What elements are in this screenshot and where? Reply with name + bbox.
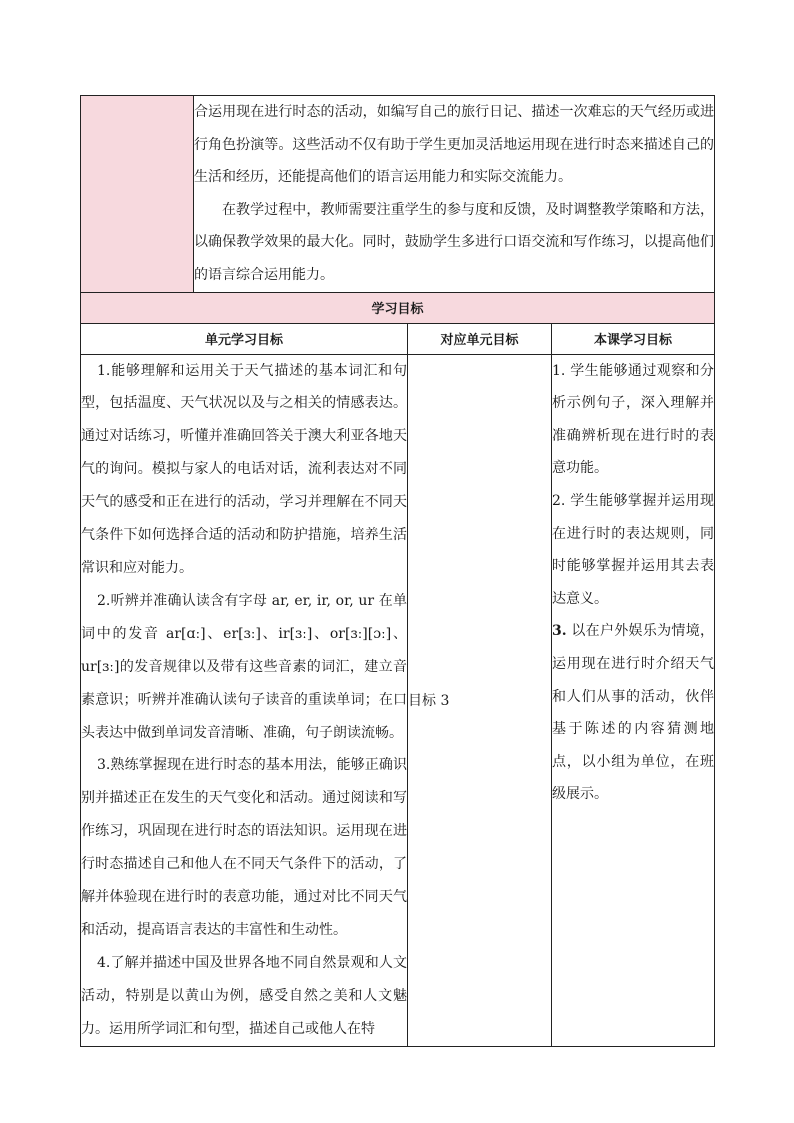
column-header-unit-goals: 单元学习目标	[81, 323, 408, 354]
column-header-row	[81, 323, 715, 354]
intro-text-cell	[194, 96, 715, 293]
target-value: 目标 3	[408, 693, 450, 710]
unit-goal-3: 3.熟练掌握现在进行时态的基本用法，能够正确识别并描述正在发生的天气变化和活动。通过阅读和写作练习，巩固现在进行时态的语法知识。运用现在进行时态描述自己和他人在不同天气条件下的活动，了解并体验现在进行时的表意功能，通过对比不同天气和活动，提高语言表达的丰富性和生动性。	[81, 757, 407, 938]
lesson-goal-1	[552, 355, 714, 485]
lesson-plan-table	[80, 95, 715, 1047]
column-header-target: 对应单元目标	[408, 323, 552, 354]
intro-label-cell	[81, 96, 194, 293]
section-title: 学习目标	[81, 292, 715, 323]
unit-goal-1: 1.能够理解和运用关于天气描述的基本词汇和句型，包括温度、天气状况以及与之相关的情感表达。通过对话练习，听懂并准确回答关于澳大利亚各地天气的询问。模拟与家人的电话对话，流利表达对不同天气的感受和正在进行的活动，学习并理解在不同天气条件下如何选择合适的活动和防护措施，培养生活常识和应对能力。	[81, 362, 407, 576]
target-cell	[408, 354, 552, 1046]
lesson-goal-2	[552, 485, 714, 615]
lesson-goal-number: 1.	[552, 362, 566, 379]
lesson-goal-text: 学生能够通过观察和分析示例句子，深入理解并准确辨析现在进行时的表意功能。	[552, 362, 715, 477]
intro-row	[81, 96, 715, 293]
lesson-goal-3	[552, 615, 714, 811]
lesson-goals-cell	[552, 354, 715, 1046]
lesson-goal-text: 以在户外娱乐为情境，运用现在进行时介绍天气和人们从事的活动，伙伴基于陈述的内容猜测地点，以小组为单位，在班级展示。	[552, 623, 715, 803]
intro-paragraph-1: 合运用现在进行时态的活动，如编写自己的旅行日记、描述一次难忘的天气经历或进行角色扮演等。这些活动不仅有助于学生更加灵活地运用现在进行时态来描述自己的生活和经历，还能提高他们的语言运用能力和实际交流能力。	[194, 104, 715, 186]
lesson-goal-number: 2.	[552, 492, 566, 509]
intro-paragraph-2: 在教学过程中，教师需要注重学生的参与度和反馈，及时调整教学策略和方法，以确保教学效果的最大化。同时，鼓励学生多进行口语交流和写作练习，以提高他们的语言综合运用能力。	[194, 201, 715, 283]
lesson-goal-number: 3.	[552, 623, 567, 640]
section-title-row	[81, 292, 715, 323]
unit-goals-cell	[81, 354, 408, 1046]
goals-row	[81, 354, 715, 1046]
column-header-lesson-goals: 本课学习目标	[552, 323, 715, 354]
lesson-goal-text: 学生能够掌握并运用现在进行时的表达规则，同时能够掌握并运用其去表达意义。	[552, 492, 715, 607]
unit-goal-4: 4.了解并描述中国及世界各地不同自然景观和人文活动，特别是以黄山为例，感受自然之美和人文魅力。运用所学词汇和句型，描述自己或他人在特	[81, 954, 407, 1037]
unit-goal-2: 2.听辨并准确认读含有字母 ar, er, ir, or, ur 在单词中的发音 ar[ɑː]、er[ɜː]、ir[ɜː]、or[ɜː][ɔː]、ur[ɜː]的发音规律以及带有这些音素的词汇，建立音素意识；听辨并准确认读句子读音的重读单词；在口头表达中做到单词发音清晰、准确，句子朗读流畅。	[81, 592, 407, 741]
